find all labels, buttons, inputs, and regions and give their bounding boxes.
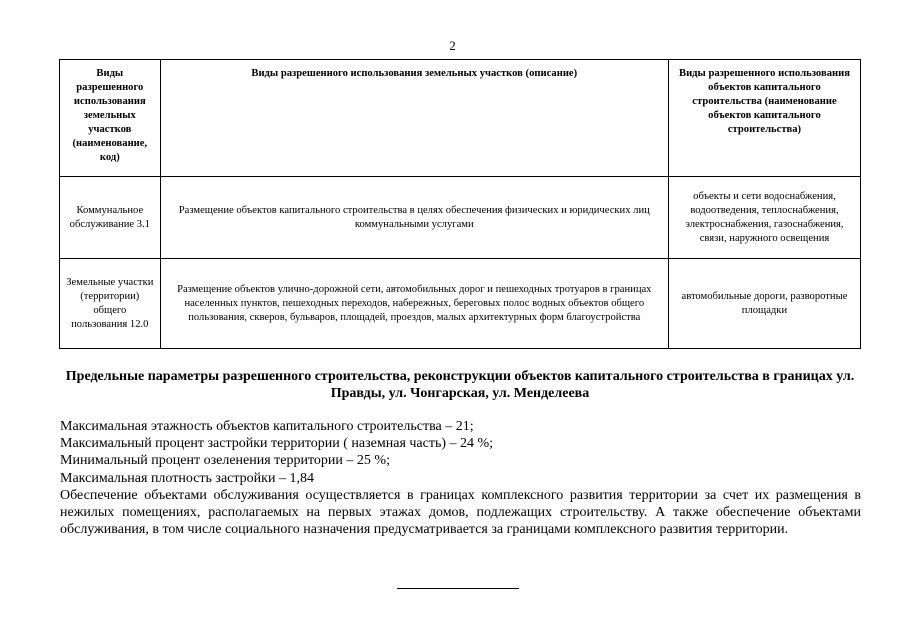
table-header-row [60,60,861,177]
parameters-list [60,418,861,538]
table-row [60,259,861,349]
parameter-min-greenery: Минимальный процент озеленения территории – 25 %; [60,453,390,469]
row-capital-objects: автомобильные дороги, разворотные площадки [668,259,860,349]
land-use-table [59,59,861,349]
parameter-max-coverage: Максимальный процент застройки территории ( наземная часть) – 24 %; [60,436,494,452]
service-provision-paragraph: Обеспечение объектами обслуживания осуществляется в границах комплексного развития территории за счет их размещения в нежилых помещениях, располагаемых на первых этажах домов, подлежащих строительству. А также обеспечение объектами обслуживания, в том числе социального назначения предусматривается за границами комплексного развития территории. [60,487,861,538]
table-row [60,177,861,259]
row-capital-objects: объекты и сети водоснабжения, водоотведения, теплоснабжения, электроснабжения, газоснабжения, связи, наружного освещения [668,177,860,259]
page-number: 2 [449,38,456,53]
header-land-use-type: Виды разрешенного использования земельных участков (наименование, код) [60,60,161,177]
parameter-max-density: Максимальная плотность застройки – 1,84 [60,470,314,486]
parameter-max-floors: Максимальная этажность объектов капитального строительства – 21; [60,419,474,434]
parameters-title: Предельные параметры разрешенного строительства, реконструкции объектов капитального строительства в границах ул. Правды, ул. Чонгарская, ул. Менделеева [65,369,855,401]
row-land-use-name: Земельные участки (территории) общего пользования 12.0 [60,259,161,349]
header-capital-construction-use: Виды разрешенного использования объектов капитального строительства (наименование объектов капитального строительства) [668,60,860,177]
row-land-use-description: Размещение объектов капитального строительства в целях обеспечения физических и юридических лиц коммунальными услугами [160,177,668,259]
header-land-use-description: Виды разрешенного использования земельных участков (описание) [160,60,668,177]
end-divider [397,588,519,589]
row-land-use-description: Размещение объектов улично-дорожной сети, автомобильных дорог и пешеходных тротуаров в границах населенных пунктов, пешеходных переходов, набережных, береговых полос водных объектов общего пользования, скверов, бульваров, площадей, проездов, малых архитектурных форм благоустройства [160,259,668,349]
row-land-use-name: Коммунальное обслуживание 3.1 [60,177,161,259]
